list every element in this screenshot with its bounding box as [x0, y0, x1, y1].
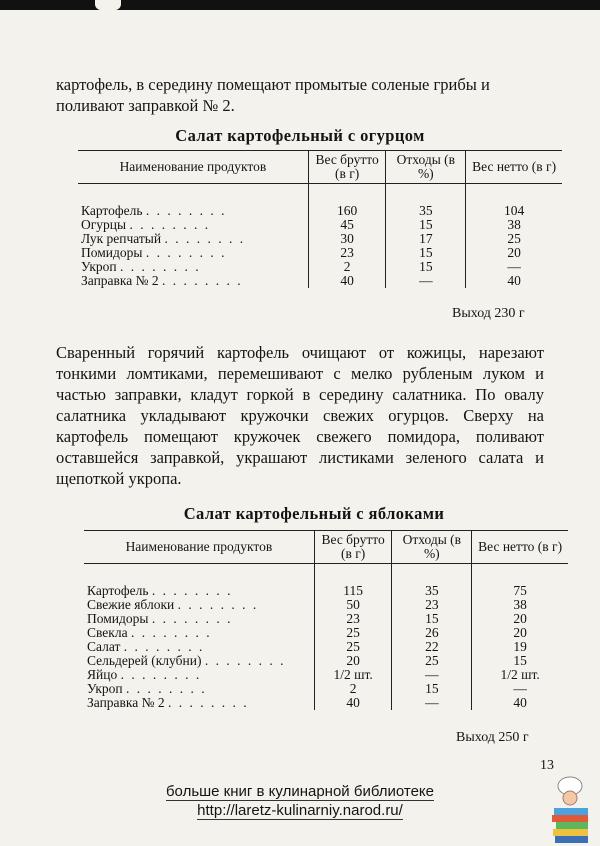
table-row — [84, 626, 568, 640]
leader-dots: . . . . . . . . — [151, 611, 233, 626]
gross-weight-cell: 25 — [314, 640, 392, 654]
leader-dots: . . . . . . . . — [145, 245, 227, 260]
leader-dots: . . . . . . . . — [130, 625, 212, 640]
table-row — [84, 612, 568, 626]
gross-weight-cell: 30 — [308, 232, 386, 246]
table-row — [78, 218, 562, 232]
product-name-cell: Картофель . . . . . . . . — [87, 583, 233, 598]
leader-dots: . . . . . . . . — [164, 231, 246, 246]
net-weight-cell: 20 — [472, 626, 568, 640]
waste-cell: — — [392, 668, 472, 682]
net-weight-cell: 19 — [472, 640, 568, 654]
gross-weight-cell: 50 — [314, 598, 392, 612]
product-name-cell: Лук репчатый . . . . . . . . — [81, 231, 246, 246]
gross-weight-cell: 20 — [314, 654, 392, 668]
gross-weight-cell: 1/2 шт. — [314, 668, 392, 682]
leader-dots: . . . . . . . . — [177, 597, 259, 612]
gross-weight-cell: 40 — [314, 696, 392, 710]
leader-dots: . . . . . . . . — [204, 653, 286, 668]
table-row — [84, 668, 568, 682]
footer-link[interactable]: http://laretz-kulinarniy.narod.ru/ — [197, 802, 403, 819]
footer-line-1 — [0, 783, 600, 800]
table1-yield: Выход 230 г — [452, 306, 525, 321]
waste-cell: 15 — [386, 218, 466, 232]
net-weight-cell: 38 — [472, 598, 568, 612]
product-name-cell: Заправка № 2 . . . . . . . . — [81, 273, 243, 288]
table-header-row — [84, 531, 568, 564]
gross-weight-cell: 2 — [308, 260, 386, 274]
table-row — [78, 232, 562, 246]
waste-cell: 15 — [392, 682, 472, 696]
table-row — [78, 204, 562, 218]
page-top-edge — [0, 0, 600, 10]
net-weight-cell: 15 — [472, 654, 568, 668]
table-row — [84, 584, 568, 598]
table2 — [84, 530, 568, 710]
gross-weight-cell: 160 — [308, 204, 386, 218]
chef-with-books-icon — [540, 772, 600, 844]
waste-cell: 25 — [392, 654, 472, 668]
product-name-cell: Помидоры . . . . . . . . — [81, 245, 227, 260]
col-gross-header: Вес брутто (в г) — [314, 531, 392, 564]
net-weight-cell: 40 — [466, 274, 562, 288]
footer-text: больше книг в кулинарной библиотеке — [165, 783, 435, 800]
gross-weight-cell: 45 — [308, 218, 386, 232]
table-row — [78, 260, 562, 274]
waste-cell: 17 — [386, 232, 466, 246]
gross-weight-cell: 2 — [314, 682, 392, 696]
product-name-cell: Картофель . . . . . . . . — [81, 203, 227, 218]
net-weight-cell: 40 — [472, 696, 568, 710]
leader-dots: . . . . . . . . — [120, 667, 202, 682]
net-weight-cell: 1/2 шт. — [472, 668, 568, 682]
net-weight-cell: — — [472, 682, 568, 696]
gross-weight-cell: 115 — [314, 584, 392, 598]
net-weight-cell: 38 — [466, 218, 562, 232]
table-row — [84, 682, 568, 696]
table1-title: Салат картофельный с огурцом — [175, 126, 425, 145]
waste-cell: 35 — [386, 204, 466, 218]
col-net-header: Вес нетто (в г) — [472, 531, 568, 564]
product-name-cell: Свежие яблоки . . . . . . . . — [87, 597, 259, 612]
table2-title: Салат картофельный с яблоками — [183, 504, 445, 523]
product-name-cell: Помидоры . . . . . . . . — [87, 611, 233, 626]
table1-body — [78, 184, 562, 289]
footer-line-2[interactable] — [0, 802, 600, 819]
leader-dots: . . . . . . . . — [120, 259, 201, 274]
product-name-cell: Салат . . . . . . . . — [87, 639, 205, 654]
leader-dots: . . . . . . . . — [123, 639, 205, 654]
product-name-cell: Заправка № 2 . . . . . . . . — [87, 695, 249, 710]
table-row — [78, 274, 562, 288]
table-header-row — [78, 151, 562, 184]
gross-weight-cell: 23 — [308, 246, 386, 260]
net-weight-cell: 20 — [472, 612, 568, 626]
waste-cell: 35 — [392, 584, 472, 598]
col-waste-header: Отходы (в %) — [386, 151, 466, 184]
table2-yield: Выход 250 г — [456, 730, 529, 745]
product-name-cell: Свекла . . . . . . . . — [87, 625, 212, 640]
waste-cell: 15 — [386, 260, 466, 274]
product-name-cell: Укроп . . . . . . . . — [87, 681, 207, 696]
table-row — [78, 246, 562, 260]
gross-weight-cell: 23 — [314, 612, 392, 626]
table2-body — [84, 564, 568, 711]
table-row — [84, 696, 568, 710]
waste-cell: — — [386, 274, 466, 288]
col-gross-header: Вес брутто (в г) — [308, 151, 386, 184]
net-weight-cell: 104 — [466, 204, 562, 218]
waste-cell: 22 — [392, 640, 472, 654]
leader-dots: . . . . . . . . — [145, 203, 227, 218]
net-weight-cell: — — [466, 260, 562, 274]
col-product-header: Наименование продуктов — [84, 531, 314, 564]
leader-dots: . . . . . . . . — [129, 217, 211, 232]
gross-weight-cell: 40 — [308, 274, 386, 288]
table-row — [84, 640, 568, 654]
product-name-cell: Огурцы . . . . . . . . — [81, 217, 211, 232]
leader-dots: . . . . . . . . — [168, 695, 249, 710]
table-row — [84, 598, 568, 612]
gross-weight-cell: 25 — [314, 626, 392, 640]
net-weight-cell: 25 — [466, 232, 562, 246]
waste-cell: 26 — [392, 626, 472, 640]
col-net-header: Вес нетто (в г) — [466, 151, 562, 184]
col-product-header: Наименование продуктов — [78, 151, 308, 184]
leader-dots: . . . . . . . . — [126, 681, 207, 696]
page-number: 13 — [540, 758, 554, 773]
table1 — [78, 150, 562, 288]
product-name-cell: Сельдерей (клубни) . . . . . . . . — [87, 653, 286, 668]
waste-cell: 23 — [392, 598, 472, 612]
waste-cell: 15 — [392, 612, 472, 626]
leader-dots: . . . . . . . . — [162, 273, 243, 288]
leader-dots: . . . . . . . . — [151, 583, 233, 598]
waste-cell: — — [392, 696, 472, 710]
product-name-cell: Яйцо . . . . . . . . — [87, 667, 202, 682]
product-name-cell: Укроп . . . . . . . . — [81, 259, 201, 274]
description-paragraph: Сваренный горячий картофель очищают от кожицы, нарезают тонкими ломтиками, перемешивают с мелко рубленым луком и частью заправки, кладут горкой в середину салатника. По овалу салатника укладывают кружочки свежих огурцов. Сверху на картофель помещают кружочек свежего помидора, поливают оставшейся заправкой, украшают листиками зеленого салата и щепоткой укропа. — [56, 343, 544, 488]
col-waste-header: Отходы (в %) — [392, 531, 472, 564]
net-weight-cell: 20 — [466, 246, 562, 260]
net-weight-cell: 75 — [472, 584, 568, 598]
table-row — [84, 654, 568, 668]
waste-cell: 15 — [386, 246, 466, 260]
intro-paragraph: картофель, в середину помещают промытые соленые грибы и поливают заправкой № 2. — [56, 75, 490, 115]
